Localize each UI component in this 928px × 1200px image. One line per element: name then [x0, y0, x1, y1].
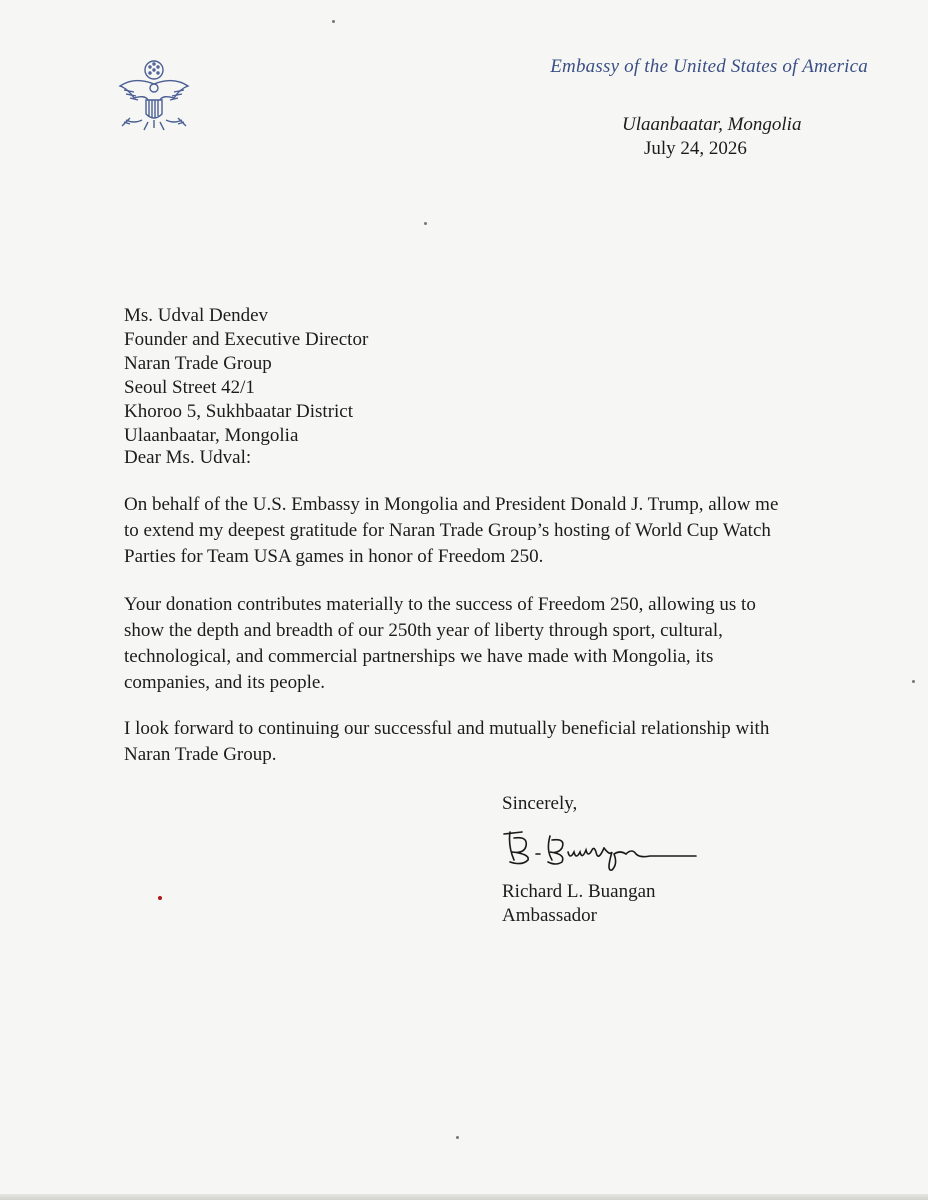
paper-speck-red: [158, 896, 162, 900]
signer-block: [502, 880, 656, 928]
paper-speck: [912, 680, 915, 683]
valediction: Sincerely,: [502, 793, 578, 814]
body-paragraph-3: [124, 716, 784, 768]
paper-speck: [332, 20, 335, 23]
paper-speck: [424, 222, 427, 225]
body-paragraph-3-text: I look forward to continuing our successful and mutually beneficial relationship with Naran Trade Group.: [124, 718, 770, 765]
recipient-title: Founder and Executive Director: [124, 329, 369, 350]
recipient-city: Ulaanbaatar, Mongolia: [124, 425, 299, 446]
us-great-seal-icon: [112, 56, 196, 140]
signer-name: Richard L. Buangan: [502, 881, 656, 902]
letterhead-org: Embassy of the United States of America: [550, 56, 868, 77]
body-paragraph-2-text: Your donation contributes materially to the success of Freedom 250, allowing us to show the depth and breadth of our 250th year of liberty through sport, cultural, technological, and commercial partnerships we have made with Mongolia, its companies, and its people.: [124, 594, 756, 693]
paper-speck: [456, 1136, 459, 1139]
recipient-name: Ms. Udval Dendev: [124, 305, 269, 326]
recipient-company: Naran Trade Group: [124, 353, 272, 374]
body-paragraph-2: [124, 592, 784, 696]
dateline-date: July 24, 2026: [644, 138, 747, 159]
dateline-place: Ulaanbaatar, Mongolia: [622, 114, 802, 135]
body-paragraph-1-text: On behalf of the U.S. Embassy in Mongolia and President Donald J. Trump, allow me to extend my deepest gratitude for Naran Trade Group’s hosting of World Cup Watch Parties for Team USA games in honor of Freedom 250.: [124, 494, 779, 567]
recipient-street: Seoul Street 42/1: [124, 377, 255, 398]
page-edge: [0, 1194, 928, 1200]
handwritten-signature: [500, 826, 700, 874]
body-paragraph-1: [124, 492, 784, 570]
recipient-address: [124, 304, 368, 448]
signer-title: Ambassador: [502, 905, 597, 926]
recipient-district: Khoroo 5, Sukhbaatar District: [124, 401, 354, 422]
salutation: Dear Ms. Udval:: [124, 447, 252, 468]
